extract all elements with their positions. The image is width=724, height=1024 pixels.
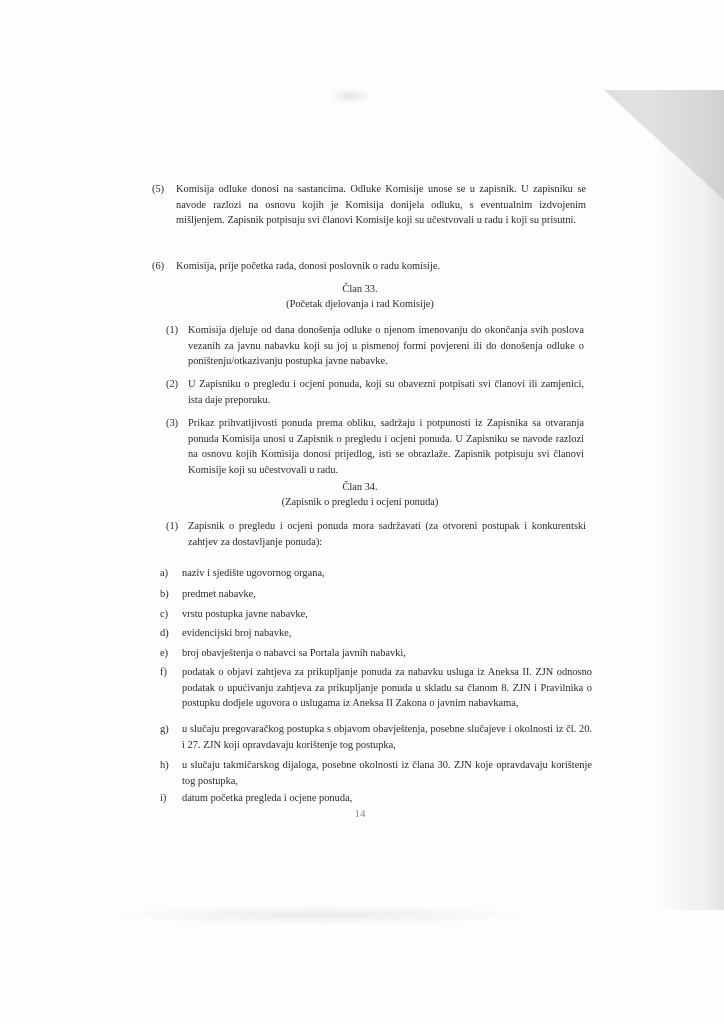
page-number: 14 [354, 808, 366, 820]
list-item-text: broj obavještenja o nabavci sa Portala javnih nabavki, [182, 648, 406, 659]
list-item-text: u slučaju takmičarskog dijaloga, posebne okolnosti iz člana 30. ZJN koje opravdavaju korištenje tog postupka, [182, 760, 592, 787]
paragraph-number: (2) [166, 379, 179, 390]
list-item-text: evidencijski broj nabavke, [182, 628, 292, 639]
article-34-title: Član 34. [342, 482, 378, 493]
paragraph-6: Komisija, prije početka rada, donosi poslovnik o radu komisije. [176, 261, 441, 272]
scan-shadow-edge [654, 90, 724, 910]
article-33-paragraph-2: U Zapisniku o pregledu i ocjeni ponuda, koji su obavezni potpisati svi članovi ili zamjenici, ista daje preporuku. [188, 379, 584, 406]
list-item-letter: d) [160, 628, 169, 639]
paragraph-number: (1) [166, 325, 179, 336]
list-item-text: predmet nabavke, [182, 589, 256, 600]
list-item-text: podatak o objavi zahtjeva za prikupljanje ponuda za nabavku usluga iz Aneksa II. ZJN odnosno podatak o upućivanju zahtjeva za prikupljanje ponuda u skladu sa članom 8. ZJN i Pravilnika o postupku dodjele ugovora o uslugama iz Aneksa II Zakona o javnim nabavkama, [182, 667, 592, 709]
article-33-paragraph-3: Prikaz prihvatljivosti ponuda prema obliku, sadržaju i potpunosti iz Zapisnika sa otvaranja ponuda Komisija unosi u Zapisnik o pregledu i ocjeni ponuda. U Zapisniku se navode razlozi na osnovu kojih Komisija donosi prijedlog, isti se obrazlaže. Zapisnik potpisuju svi članovi Komisije koji su učestvovali u radu. [188, 418, 584, 476]
paragraph-number: (6) [152, 261, 165, 272]
article-34-subtitle: (Zapisnik o pregledu i ocjeni ponuda) [281, 497, 439, 508]
article-33-subtitle: (Početak djelovanja i rad Komisije) [286, 299, 434, 310]
list-item-text: datum početka pregleda i ocjene ponuda, [182, 793, 353, 804]
list-item-letter: e) [160, 648, 169, 659]
list-item-letter: h) [160, 760, 169, 771]
paragraph-number: (5) [152, 184, 165, 195]
list-item-text: u slučaju pregovaračkog postupka s objavom obavještenja, posebne slučajeve i okolnosti iz čl. 20. i 27. ZJN koji opravdavaju korištenje tog postupka, [182, 724, 592, 751]
list-item-letter: g) [160, 724, 169, 735]
scan-bottom-smudge [110, 905, 530, 925]
paragraph-number: (1) [166, 521, 179, 532]
list-item-text: naziv i sjedište ugovornog organa, [182, 568, 325, 579]
list-item-text: vrstu postupka javne nabavke, [182, 609, 308, 620]
paragraph-5: Komisija odluke donosi na sastancima. Odluke Komisije unose se u zapisnik. U zapisniku se navode razlozi na osnovu kojih je Komisija donijela odluku, s eventualnim izdvojenim mišljenjem. Zapisnik potpisuju svi članovi Komisije koji su učestvovali u radu i koji su prisutni. [176, 184, 586, 226]
list-item-letter: f) [160, 667, 167, 678]
article-34-paragraph-1: Zapisnik o pregledu i ocjeni ponuda mora sadržavati (za otvoreni postupak i konkurentski zahtjev za dostavljanje ponuda): [188, 521, 586, 548]
article-33-title: Član 33. [342, 284, 378, 295]
list-item-letter: c) [160, 609, 169, 620]
list-item-letter: i) [160, 793, 167, 804]
article-33-paragraph-1: Komisija djeluje od dana donošenja odluke o njenom imenovanju do okončanja svih poslova vezanih za javnu nabavku koji su joj u pismenoj formi povjereni ili do donošenja odluke o poništenju/otkazivanju postupka javne nabavke. [188, 325, 584, 367]
scan-folded-corner [604, 90, 724, 200]
paragraph-number: (3) [166, 418, 179, 429]
scan-speck [330, 88, 370, 104]
list-item-letter: a) [160, 568, 169, 579]
list-item-letter: b) [160, 589, 169, 600]
